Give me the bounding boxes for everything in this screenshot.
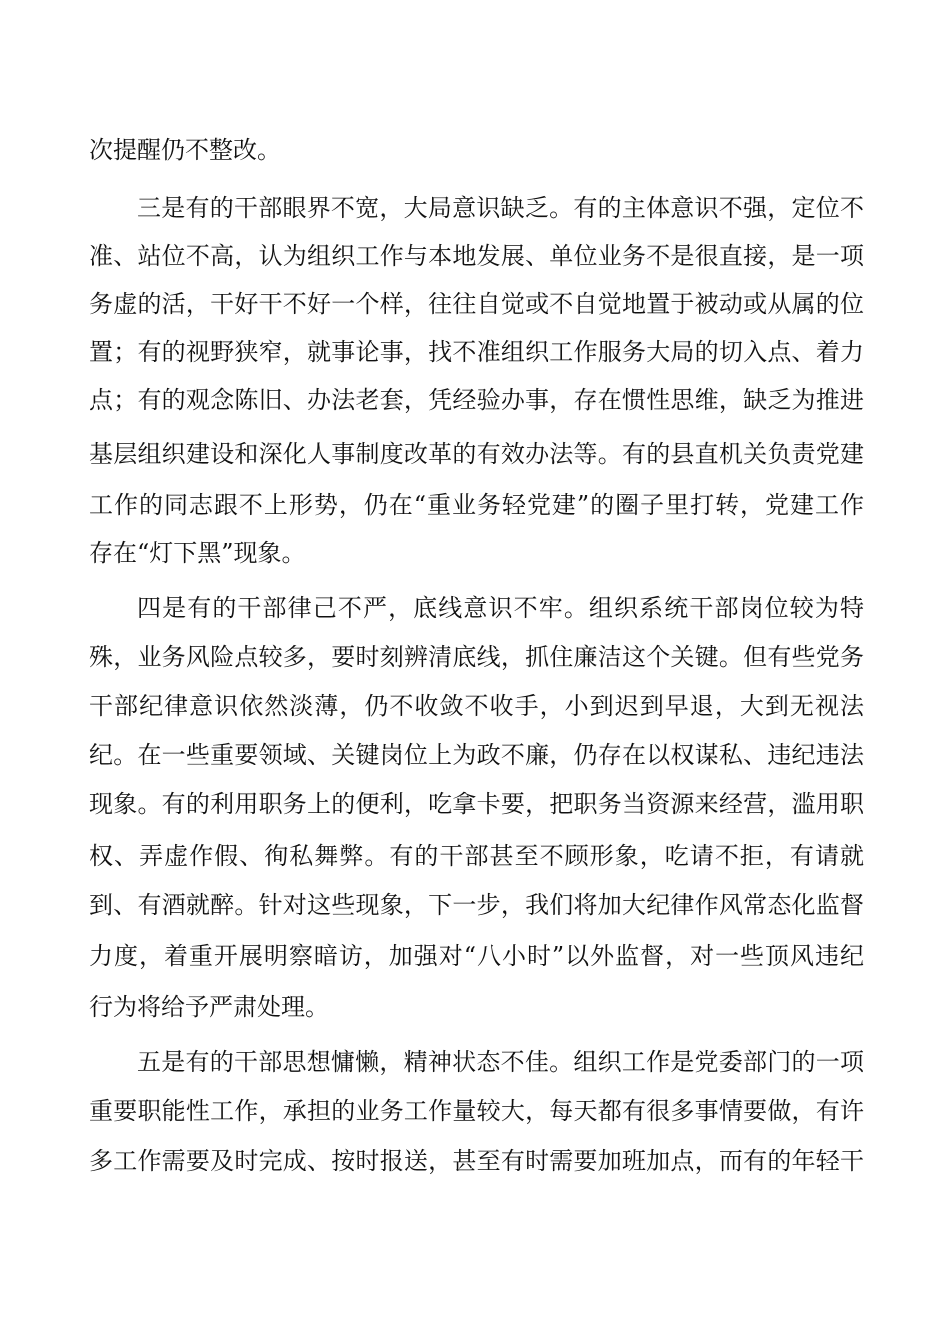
text-line: 置；有的视野狭窄，就事论事，找不准组织工作服务大局的切入点、着力: [89, 338, 864, 366]
text-line: 存在“灯下黑”现象。: [89, 539, 306, 567]
text-line: 次提醒仍不整改。: [89, 136, 281, 164]
text-line: 纪。在一些重要领域、关键岗位上为政不廉，仍存在以权谋私、违纪违法: [89, 741, 864, 769]
text-line: 行为将给予严肃处理。: [89, 993, 329, 1021]
text-line: 力度，着重开展明察暗访，加强对“八小时”以外监督，对一些顶风违纪: [89, 942, 864, 970]
paragraph-first-line: 五是有的干部思想慵懒，精神状态不佳。组织工作是党委部门的一项: [137, 1048, 864, 1076]
text-line: 重要职能性工作，承担的业务工作量较大，每天都有很多事情要做，有许: [89, 1097, 864, 1125]
text-line: 到、有酒就醉。针对这些现象，下一步，我们将加大纪律作风常态化监督: [89, 891, 864, 919]
text-line: 基层组织建设和深化人事制度改革的有效办法等。有的县直机关负责党建: [89, 440, 864, 468]
paragraph-first-line: 四是有的干部律己不严，底线意识不牢。组织系统干部岗位较为特: [137, 594, 864, 622]
text-line: 权、弄虚作假、徇私舞弊。有的干部甚至不顾形象，吃请不拒，有请就: [89, 842, 864, 870]
text-line: 多工作需要及时完成、按时报送，甚至有时需要加班加点，而有的年轻干: [89, 1147, 864, 1175]
text-line: 工作的同志跟不上形势，仍在“重业务轻党建”的圈子里打转，党建工作: [89, 491, 864, 519]
text-line: 点；有的观念陈旧、办法老套，凭经验办事，存在惯性思维，缺乏为推进: [89, 386, 864, 414]
text-line: 务虚的活，干好干不好一个样，往往自觉或不自觉地置于被动或从属的位: [89, 290, 864, 318]
paragraph-first-line: 三是有的干部眼界不宽，大局意识缺乏。有的主体意识不强，定位不: [137, 194, 864, 222]
text-line: 现象。有的利用职务上的便利，吃拿卡要，把职务当资源来经营，滥用职: [89, 790, 864, 818]
text-line: 干部纪律意识依然淡薄，仍不收敛不收手，小到迟到早退，大到无视法: [89, 692, 864, 720]
text-line: 殊，业务风险点较多，要时刻辨清底线，抓住廉洁这个关键。但有些党务: [89, 643, 864, 671]
text-line: 准、站位不高，认为组织工作与本地发展、单位业务不是很直接，是一项: [89, 242, 864, 270]
